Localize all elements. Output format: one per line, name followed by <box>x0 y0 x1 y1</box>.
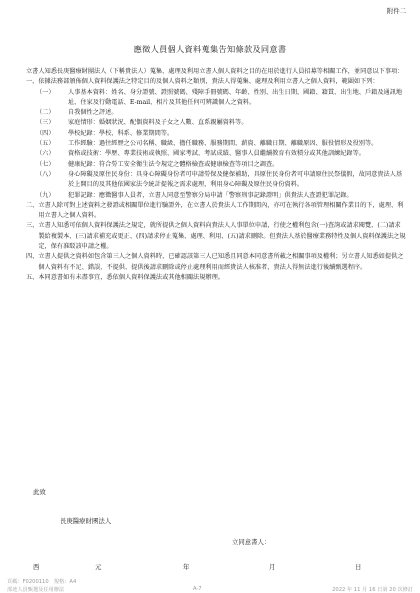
signer-label: 立同意書人： <box>232 538 271 546</box>
sub-clause-number: （九） <box>36 191 55 199</box>
intro-paragraph: 立書人知悉長庚醫療財團法人（下稱貴法人）蒐集、處理及利用立書人個人資料之目的在用於進行人員招募等相關工作，並同意以下事項： <box>26 68 404 75</box>
sub-clause-item <box>36 191 406 201</box>
clause-number: 三、 <box>26 222 39 230</box>
sub-clause-number: （八） <box>36 170 55 178</box>
clause-item <box>26 273 406 283</box>
clause-text: 立書人除可對上述資料之發證或相關單位進行驗證外，在立書人於貴法人工作期間內，亦可在執行各項管理相關作業目的下，處理、利用立書人之個人資料。 <box>38 201 404 220</box>
footer-code: 頁碼：F0200110 規格：A4 <box>7 579 77 585</box>
sub-clause-number: （六） <box>36 150 55 158</box>
footer-page-number: A-7 <box>193 586 202 592</box>
date-year: 年 <box>183 563 190 571</box>
sub-clause-text: 家庭情形：婚姻狀況、配偶資料及子女之人數、直系親屬資料等。 <box>68 119 248 127</box>
clause-text: 依據法務部頒佈個人資料保護法之特定目的及個人資料之類別，貴法人得蒐集、處理及利用立書人之個人資料，範圍如下列： <box>38 78 379 86</box>
sub-clause-text: 學校紀錄：學校、科系、修業期間等。 <box>68 129 174 137</box>
clause-item <box>26 77 406 87</box>
sub-clause-item <box>36 88 406 109</box>
sub-clause-item <box>36 160 406 170</box>
date-row <box>33 562 403 572</box>
sub-clause-number: （七） <box>36 160 55 168</box>
sub-clause-text: 自我個性之評述。 <box>68 109 118 117</box>
document-title: 應徵人員個人資料蒐集告知條款及同意書 <box>133 44 287 54</box>
sub-clause-text: 健康紀錄：符合勞工安全衛生法令規定之體格檢查或健康檢查等項目之調查。 <box>68 160 279 168</box>
sub-clause-item <box>36 129 406 139</box>
sub-clause-item <box>36 170 406 191</box>
sub-clause-text: 工作經驗：過往經歷之公司名稱、職級、擔任職務、服務期間、薪資、離職日期、離職原因、服役情形及役別等。 <box>68 140 378 148</box>
sub-clause-number: （四） <box>36 129 55 137</box>
sub-clause-number: （五） <box>36 140 55 148</box>
clause-number: 一、 <box>26 78 39 86</box>
attachment-label: 附件二 <box>386 7 406 15</box>
footer-regulation: 部迹人員甄選及任用辦法 <box>7 587 65 593</box>
recipient-name: 長庚醫療財團法人 <box>60 517 112 525</box>
sub-clause-text: 身心障礙及原住民身份：具身心障礙身份者可申請勞保及健保補助，具原住民身份者可申請原住民祭儀假，故同意貴法人基於上開目的及其他依國家法令統計提報之需求處理，利用身心障礙及原住民身份資料。 <box>68 170 403 189</box>
clause-text: 本同意書如有未盡事宜，悉依個人資料保護法或其他相關法規辦理。 <box>38 273 224 281</box>
clause-item <box>26 221 406 252</box>
sub-clause-item <box>36 139 406 149</box>
sub-clause-text: 犯罪記錄：應徵醫事人員者，立書人同意至警察分局申請「警察刑事記錄證明」供貴法人查證犯罪記錄。 <box>68 191 353 199</box>
sub-clause-item <box>36 108 406 118</box>
clause-item <box>26 201 406 222</box>
document-body <box>26 67 406 283</box>
sub-clause-number: （一） <box>36 88 55 96</box>
closing-text: 此致 <box>33 488 46 496</box>
sub-clause-item <box>36 149 406 159</box>
clause-item <box>26 252 406 273</box>
date-yuan: 元 <box>95 563 102 571</box>
sub-clause-item <box>36 118 406 128</box>
footer-revision: 2022 年 11 月 16 日第 20 次修訂 <box>332 587 413 593</box>
clause-text: 立書人知悉可依個人資料保護法之規定，就所提供之個人資料向貴法人人事單位申請，行使之權利包含(一)查詢或請求閱覽、(二)請求製給複製本、(三)請求補充或更正、(四)請求停止蒐集、處理、利用、(五)請求刪除。但貴法人基於醫療業務特性及個人資料保護法之規定，保有准駁該申請之權。 <box>38 222 406 251</box>
sub-clause-number: （三） <box>36 119 55 127</box>
date-day: 日 <box>355 563 362 571</box>
clause-text: 立書人提供之資料如包含第三人之個人資料時，已確認該第三人已知悉且同意本同意書所載之相關事項及權利；另立書人知悉如提供之個人資料有不足、錯誤、不提供、提供後請求刪除或停止處理利用而經貴法人核准者，貴法人得無法進行後續甄選程序。 <box>38 253 404 271</box>
date-month: 月 <box>269 563 276 571</box>
clause-number: 四、 <box>26 253 39 261</box>
sub-clause-number: （二） <box>36 109 55 117</box>
sub-clause-text: 人事基本資料：姓名、身分證號、證照號碼、殘障手冊號碼、年齡、性別、出生日期、國籍、籍貫、出生地、戶籍及通訊地址、住家及行動電話、E-mail、相片及其他任何可辨識個人之資料。 <box>68 88 403 106</box>
clause-list <box>26 77 406 283</box>
clause-number: 五、 <box>26 273 39 281</box>
clause-number: 二、 <box>26 201 39 209</box>
sub-clause-text: 資格或技術：學歷、專業技術或執照、國家考試、考試成績、醫事人員繼續教育有效積分或其他訓練紀錄等。 <box>68 150 365 158</box>
date-era: 西 <box>33 563 40 571</box>
